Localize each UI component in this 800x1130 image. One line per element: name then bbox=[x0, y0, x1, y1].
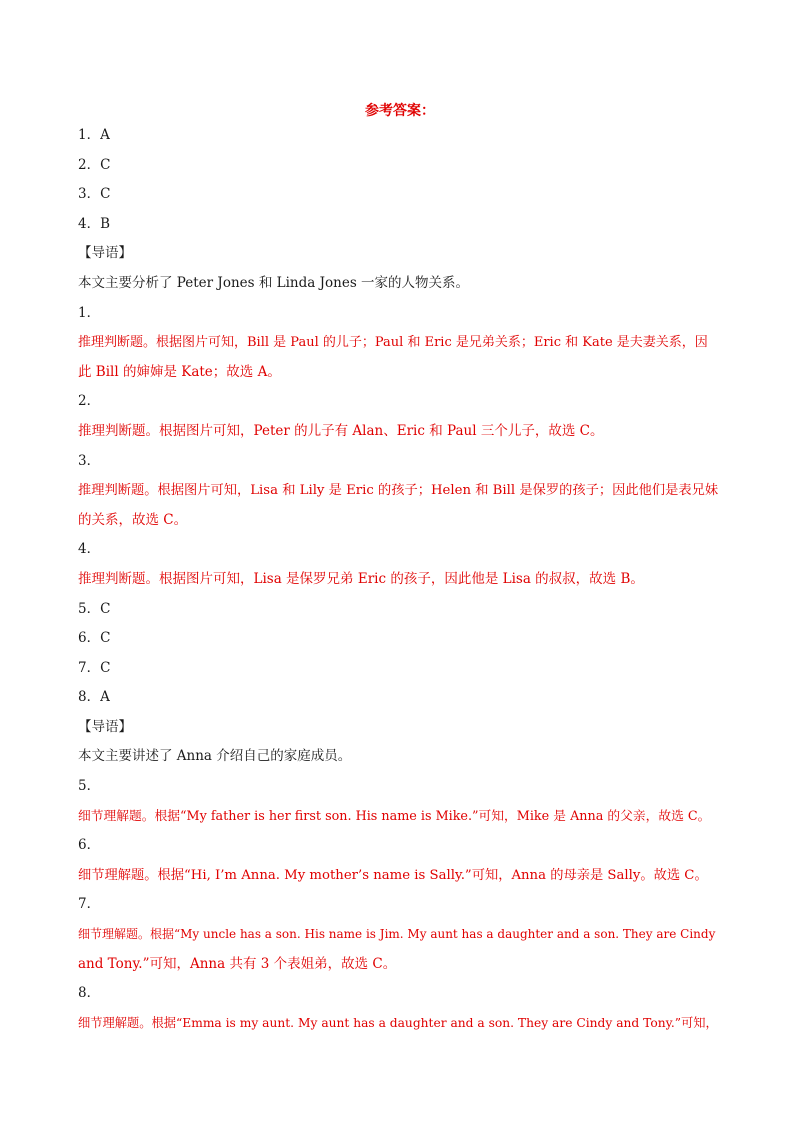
answer-line: 本文主要讲述了 Anna 介绍自己的家庭成员。 bbox=[78, 748, 352, 765]
answer-line: 【导语】 bbox=[78, 718, 132, 735]
answer-line: 6．C bbox=[78, 630, 111, 647]
answer-line: 8． bbox=[78, 985, 101, 1002]
answer-line: 【导语】 bbox=[78, 245, 132, 262]
answer-line: 此 Bill 的婶婶是 Kate；故选 A。 bbox=[78, 363, 281, 380]
answer-line: 细节理解题。根据“My father is her first son. His name is Mike.”可知，Mike 是 Anna 的父亲，故选 C。 bbox=[78, 808, 711, 824]
page-title: 参考答案： bbox=[365, 103, 435, 119]
answer-line: 本文主要分析了 Peter Jones 和 Linda Jones 一家的人物关系。 bbox=[78, 274, 470, 291]
answer-line: 3． bbox=[78, 452, 101, 469]
answer-line: 1． bbox=[78, 304, 101, 321]
answer-line: 3．C bbox=[78, 186, 111, 203]
answer-line: 的关系，故选 C。 bbox=[78, 511, 188, 528]
answer-line: 5．C bbox=[78, 600, 111, 617]
answer-line: 4．B bbox=[78, 215, 111, 232]
answer-line: 1．A bbox=[78, 127, 110, 143]
answer-line: 推理判断题。根据图片可知，Lisa 和 Lily 是 Eric 的孩子；Helen 和 Bill 是保罗的孩子；因此他们是表兄妹 bbox=[78, 483, 719, 499]
answer-line: 推理判断题。根据图片可知，Lisa 是保罗兄弟 Eric 的孩子，因此他是 Lisa 的叔叔，故选 B。 bbox=[78, 570, 644, 587]
answer-lines bbox=[78, 121, 718, 1038]
answer-line: 6． bbox=[78, 837, 101, 854]
answer-line: 2．C bbox=[78, 156, 111, 173]
answer-line: 推理判断题。根据图片可知，Bill 是 Paul 的儿子；Paul 和 Eric 是兄弟关系；Eric 和 Kate 是夫妻关系，因 bbox=[78, 335, 708, 351]
answer-line: 4． bbox=[78, 541, 101, 558]
answer-line: and Tony.”可知，Anna 共有 3 个表姐弟，故选 C。 bbox=[78, 955, 397, 972]
answer-line: 细节理解题。根据“My uncle has a son. His name is Jim. My aunt has a daughter and a son. They are Cindy bbox=[78, 927, 716, 942]
answer-line: 7．C bbox=[78, 659, 111, 676]
answer-line: 2． bbox=[78, 393, 101, 410]
answer-line: 细节理解题。根据“Hi, I’m Anna. My mother’s name is Sally.”可知，Anna 的母亲是 Sally。故选 C。 bbox=[78, 867, 708, 883]
answer-line: 细节理解题。根据“Emma is my aunt. My aunt has a daughter and a son. They are Cindy and Tony.”可知， bbox=[78, 1015, 718, 1030]
answer-line: 7． bbox=[78, 896, 101, 913]
answer-line: 8．A bbox=[78, 689, 110, 706]
answer-line: 推理判断题。根据图片可知，Peter 的儿子有 Alan、Eric 和 Paul 三个儿子，故选 C。 bbox=[78, 422, 604, 439]
answer-line: 5． bbox=[78, 778, 101, 795]
